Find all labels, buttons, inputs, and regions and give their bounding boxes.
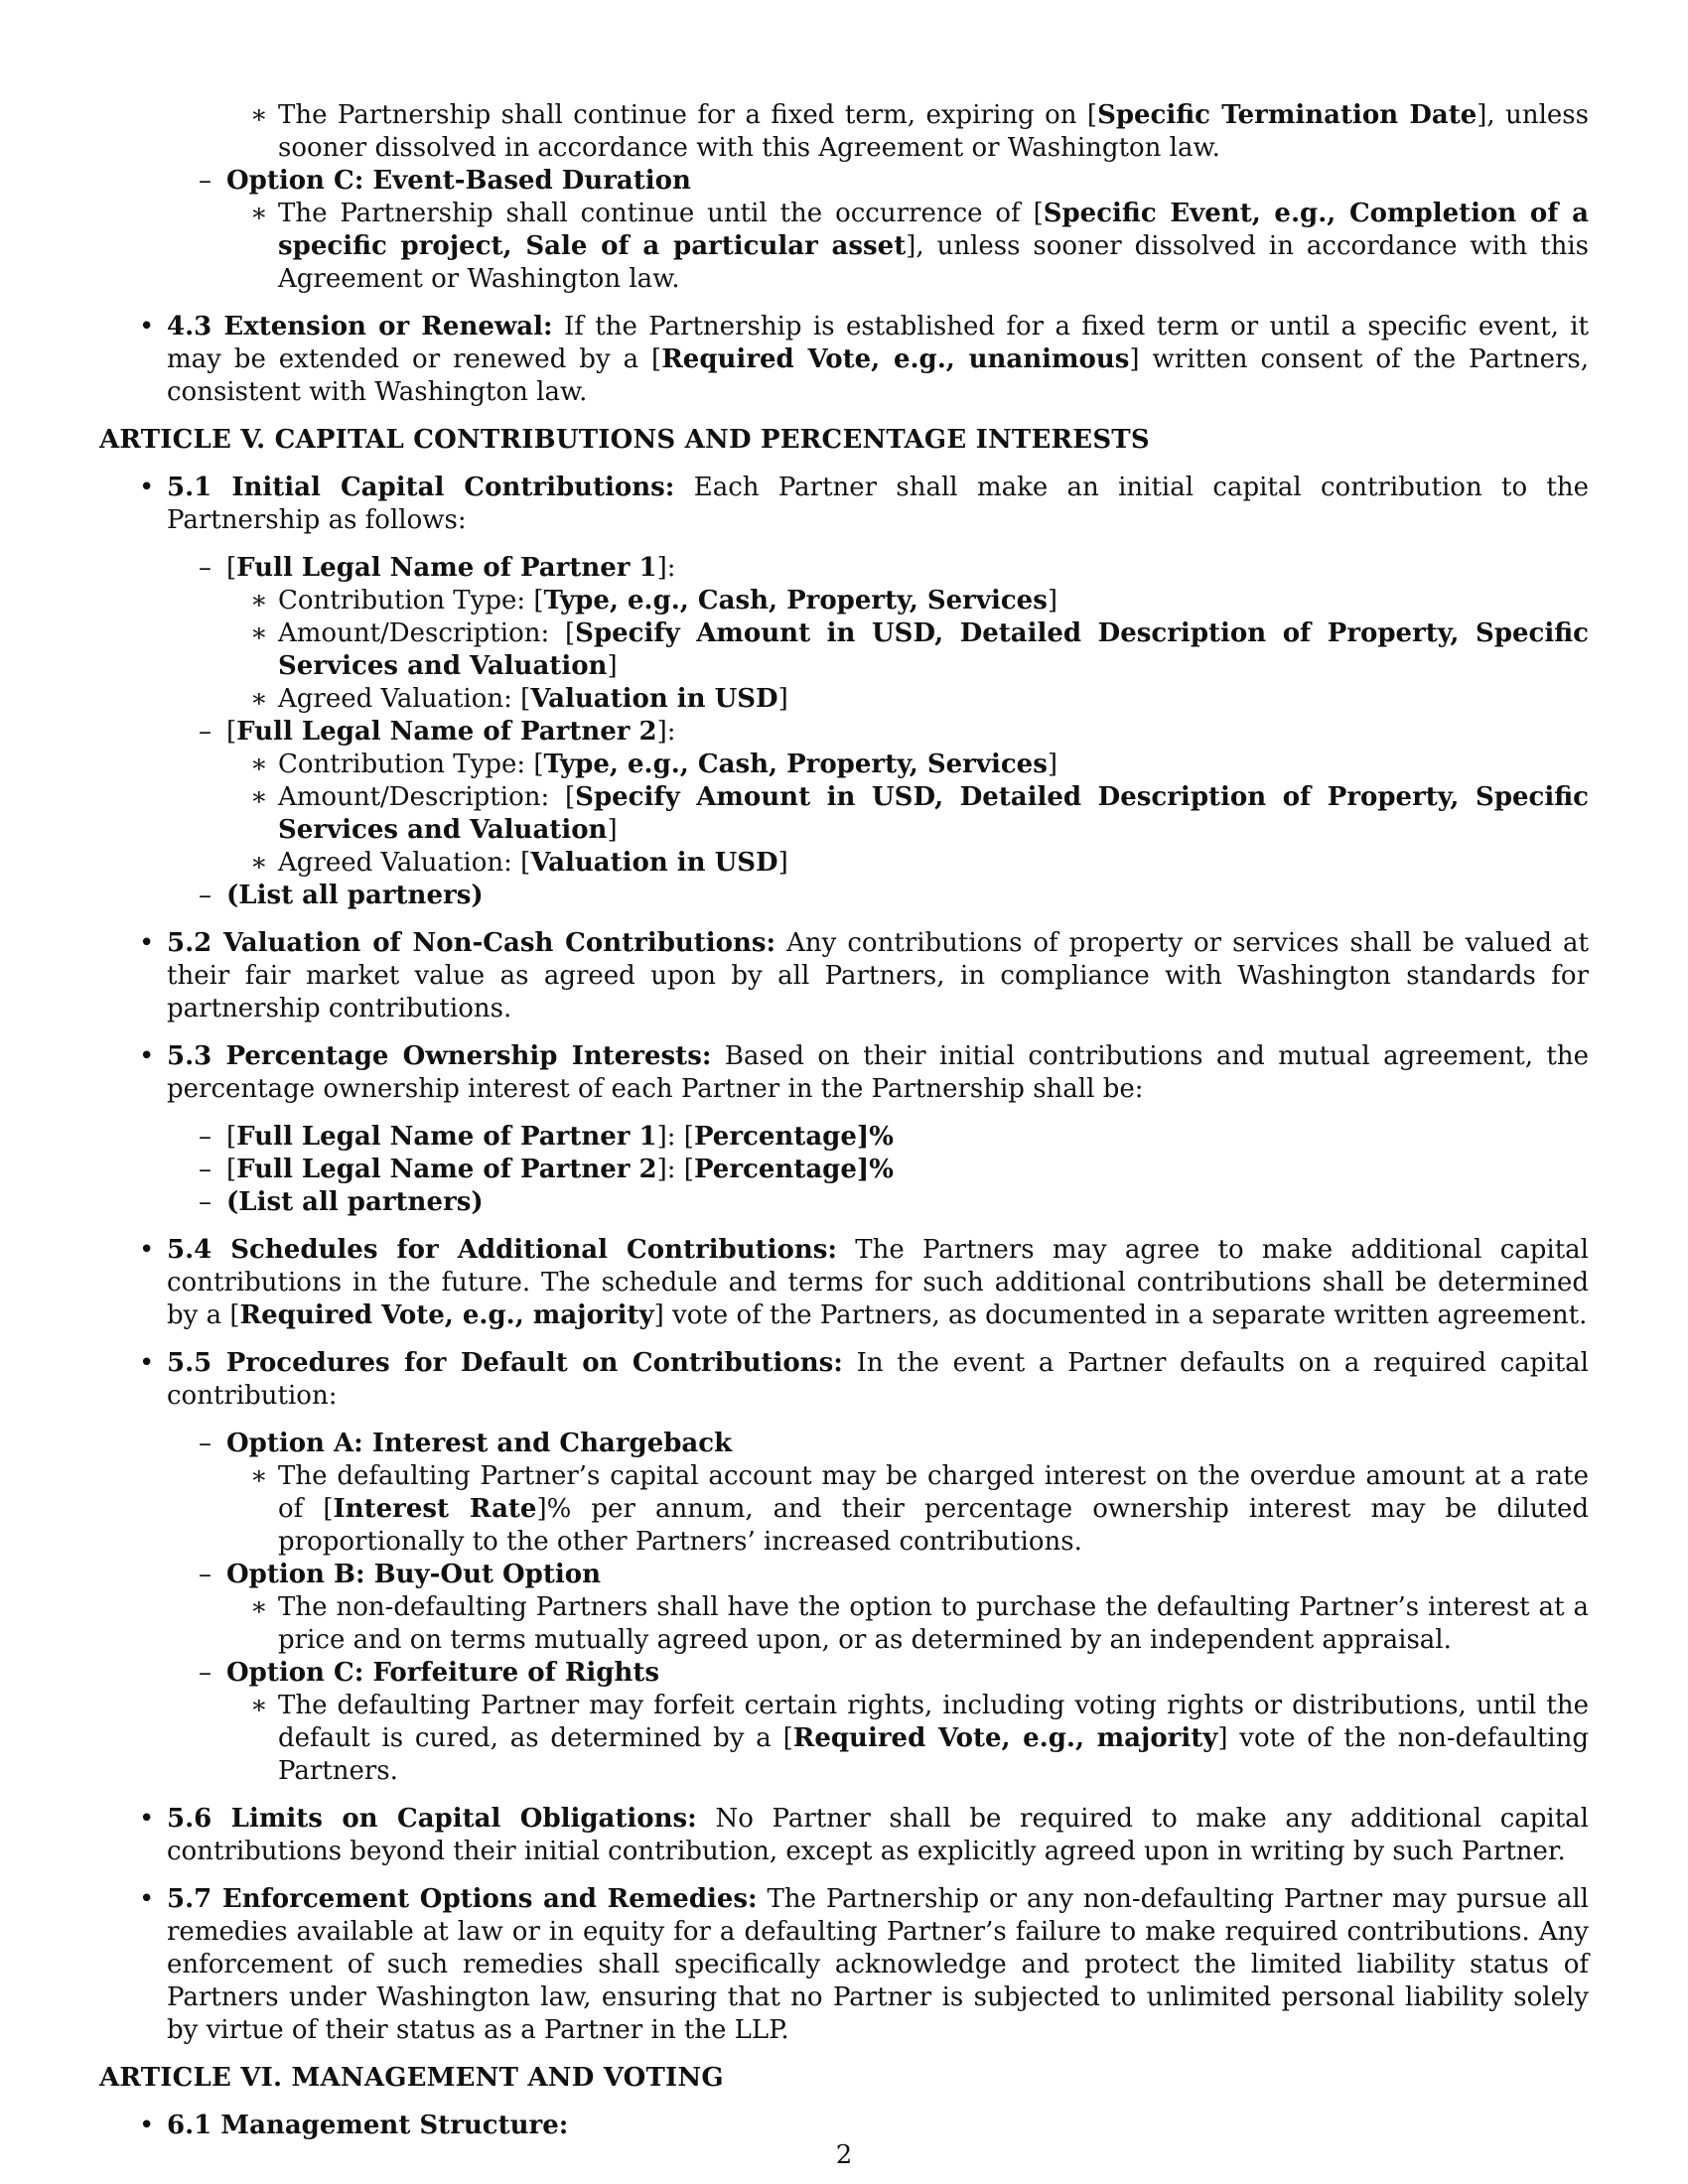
- dash-bullet-icon: –: [199, 553, 211, 583]
- partner-1-valuation: ∗ Agreed Valuation: [Valuation in USD]: [250, 684, 788, 714]
- partner-1-contribution-type: ∗ Contribution Type: [Type, e.g., Cash, Property, Services]: [250, 586, 1057, 615]
- round-bullet-icon: •: [139, 1884, 155, 1914]
- dash-bullet-icon: –: [199, 1429, 211, 1458]
- section-5-7: • 5.7 Enforcement Options and Remedies: The Partnership or any non-defaulting Partner may pursue all remedies available at law or in equity for a defaulting Partner’s failure to make required contributions. Any enforcement of such remedies shall specifically acknowledge and protect the limited liability status of Partners under Washington law, ensuring that no Partner is subjected to unlimited personal liability solely by virtue of their status as a Partner in the LLP.: [139, 1884, 1589, 2045]
- page-content: [99, 99, 1589, 2142]
- placeholder-termination-date: Specific Termination Date: [1097, 100, 1477, 130]
- section-5-6: • 5.6 Limits on Capital Obligations: No Partner shall be required to make any additional capital contributions beyond their initial contribution, except as explicitly agreed upon in writing by such Partner.: [139, 1804, 1589, 1866]
- partner-1-entry: – [Full Legal Name of Partner 1]:: [199, 553, 676, 583]
- asterisk-bullet-icon: ∗: [250, 100, 268, 130]
- asterisk-bullet-icon: ∗: [250, 848, 268, 878]
- section-6-1: • 6.1 Management Structure:: [139, 2111, 569, 2140]
- asterisk-bullet-icon: ∗: [250, 618, 268, 648]
- asterisk-bullet-icon: ∗: [250, 1691, 268, 1720]
- asterisk-bullet-icon: ∗: [250, 1461, 268, 1491]
- asterisk-bullet-icon: ∗: [250, 1592, 268, 1622]
- placeholder-specific-event: Specific Event, e.g., Completion of a specific project, Sale of a particular asset: [278, 199, 1589, 261]
- dash-bullet-icon: –: [199, 1658, 211, 1688]
- dash-bullet-icon: –: [199, 1122, 211, 1152]
- partner-1-amount: ∗ Amount/Description: [Specify Amount in USD, Detailed Description of Property, Specific Services and Valuation]: [250, 618, 1589, 681]
- section-5-1: • 5.1 Initial Capital Contributions: Each Partner shall make an initial capital contribution to the Partnership as follows:: [139, 473, 1589, 535]
- page-number: 2: [835, 2140, 853, 2170]
- section-5-3: • 5.3 Percentage Ownership Interests: Based on their initial contributions and mutual agreement, the percentage ownership interest of each Partner in the Partnership shall be:: [139, 1041, 1589, 1104]
- dash-bullet-icon: –: [199, 1187, 211, 1217]
- placeholder-required-vote: Required Vote, e.g., unanimous: [661, 344, 1130, 374]
- round-bullet-icon: •: [139, 2111, 155, 2140]
- round-bullet-icon: •: [139, 1348, 155, 1378]
- option-a-title: – Option A: Interest and Chargeback: [199, 1429, 733, 1458]
- partner-2-contribution-type: ∗ Contribution Type: [Type, e.g., Cash, Property, Services]: [250, 750, 1057, 779]
- partner-2-percentage: – [Full Legal Name of Partner 2]: [Percentage]%: [199, 1155, 894, 1184]
- dash-bullet-icon: –: [199, 717, 211, 747]
- round-bullet-icon: •: [139, 1041, 155, 1071]
- option-c-title: – Option C: Forfeiture of Rights: [199, 1658, 660, 1688]
- round-bullet-icon: •: [139, 1804, 155, 1834]
- round-bullet-icon: •: [139, 473, 155, 502]
- option-b-title: – Option B: Buy-Out Option: [199, 1560, 601, 1589]
- list-all-partners-1: – (List all partners): [199, 881, 484, 910]
- art4-option-c-title: – Option C: Event-Based Duration: [199, 166, 691, 196]
- dash-bullet-icon: –: [199, 166, 211, 196]
- asterisk-bullet-icon: ∗: [250, 586, 268, 615]
- section-5-2: • 5.2 Valuation of Non-Cash Contributions: Any contributions of property or services shall be valued at their fair market value as agreed upon by all Partners, in compliance with Washington standards for partnership contributions.: [139, 928, 1590, 1024]
- round-bullet-icon: •: [139, 312, 155, 341]
- round-bullet-icon: •: [139, 1235, 155, 1265]
- section-5-5: • 5.5 Procedures for Default on Contributions: In the event a Partner defaults on a required capital contribution:: [139, 1348, 1589, 1411]
- section-5-4: • 5.4 Schedules for Additional Contributions: The Partners may agree to make additional capital contributions in the future. The schedule and terms for such additional contributions shall be determined by a [Required Vote, e.g., majority] vote of the Partners, as documented in a separate written agreement.: [139, 1235, 1589, 1330]
- fixed-term-clause: ∗ The Partnership shall continue for a fixed term, expiring on [Specific Termination Date], unless sooner dissolved in accordance with this Agreement or Washington law.: [250, 100, 1589, 163]
- section-4-3: • 4.3 Extension or Renewal: If the Partnership is established for a fixed term or until a specific event, it may be extended or renewed by a [Required Vote, e.g., unanimous] written consent of the Partners, consistent with Washington law.: [139, 312, 1590, 407]
- option-c-clause: ∗ The defaulting Partner may forfeit certain rights, including voting rights or distributions, until the default is cured, as determined by a [Required Vote, e.g., majority] vote of the non-defaulting Partners.: [250, 1691, 1589, 1786]
- article-5-heading: ARTICLE V. CAPITAL CONTRIBUTIONS AND PERCENTAGE INTERESTS: [99, 425, 1150, 455]
- asterisk-bullet-icon: ∗: [250, 782, 268, 812]
- partner-2-amount: ∗ Amount/Description: [Specify Amount in USD, Detailed Description of Property, Specific Services and Valuation]: [250, 782, 1589, 845]
- list-all-partners-2: – (List all partners): [199, 1187, 484, 1217]
- asterisk-bullet-icon: ∗: [250, 199, 268, 228]
- dash-bullet-icon: –: [199, 881, 211, 910]
- art4-option-c-clause: ∗ The Partnership shall continue until the occurrence of [Specific Event, e.g., Completion of a specific project, Sale of a particular asset], unless sooner dissolved in accordance with this Agreement or Washington law.: [250, 199, 1589, 294]
- option-b-clause: ∗ The non-defaulting Partners shall have the option to purchase the defaulting Partner’s interest at a price and on terms mutually agreed upon, or as determined by an independent appraisal.: [250, 1592, 1589, 1655]
- option-a-clause: ∗ The defaulting Partner’s capital account may be charged interest on the overdue amount at a rate of [Interest Rate]% per annum, and their percentage ownership interest may be diluted proportionally to the other Partners’ increased contributions.: [250, 1461, 1589, 1557]
- dash-bullet-icon: –: [199, 1560, 211, 1589]
- article-6-heading: ARTICLE VI. MANAGEMENT AND VOTING: [99, 2063, 724, 2093]
- dash-bullet-icon: –: [199, 1155, 211, 1184]
- asterisk-bullet-icon: ∗: [250, 750, 268, 779]
- partner-1-percentage: – [Full Legal Name of Partner 1]: [Percentage]%: [199, 1122, 894, 1152]
- partner-2-valuation: ∗ Agreed Valuation: [Valuation in USD]: [250, 848, 788, 878]
- partner-2-entry: – [Full Legal Name of Partner 2]:: [199, 717, 676, 747]
- asterisk-bullet-icon: ∗: [250, 684, 268, 714]
- round-bullet-icon: •: [139, 928, 155, 958]
